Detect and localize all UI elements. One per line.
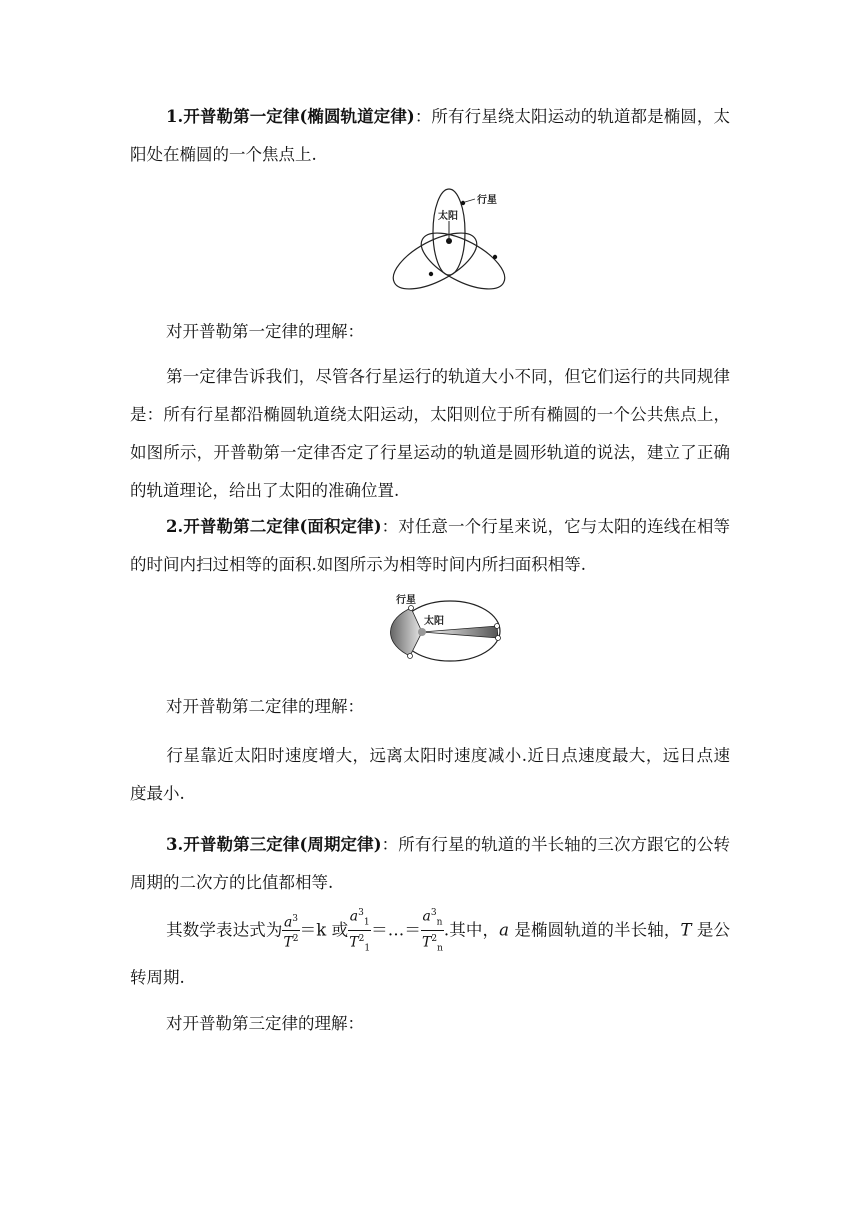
- law1-paragraph: [130, 98, 730, 174]
- fig2-planet-label: 行星: [396, 595, 416, 606]
- formula-suffix-1: .其中，: [443, 920, 500, 940]
- formula-suffix-2: 是椭圆轨道的半长轴，: [508, 920, 681, 940]
- law1-title: 1.开普勒第一定律(椭圆轨道定律): [166, 107, 415, 126]
- formula-suffix-3: 是公转周期.: [130, 920, 731, 987]
- law1-explain-text: 第一定律告诉我们，尽管各行星运行的轨道大小不同，但它们运行的共同规律是：所有行星都沿椭圆轨道绕太阳运动，太阳则位于所有椭圆的一个公共焦点上，如图所示，开普勒第一定律否定了行星运动的轨道是圆形轨道的说法，建立了正确的轨道理论，给出了太阳的准确位置.: [130, 367, 730, 500]
- fig1-planet-label: 行星: [477, 195, 497, 206]
- law2-paragraph: [130, 508, 730, 584]
- law1-heading: [130, 313, 730, 351]
- law3-heading: [130, 1005, 730, 1043]
- planet-dot: [461, 201, 465, 205]
- law3-text: ：所有行星的轨道的半长轴的三次方跟它的公转周期的二次方的比值都相等.: [130, 835, 730, 892]
- law2-heading-text: 对开普勒第二定律的理解：: [166, 697, 364, 716]
- law1-explain-paragraph: [130, 358, 730, 510]
- law1-text: ：所有行星绕太阳运动的轨道都是椭圆，太阳处在椭圆的一个焦点上.: [130, 107, 730, 164]
- fig1-sun-label: 太阳: [438, 211, 458, 222]
- law3-title: 3.开普勒第三定律(周期定律): [166, 835, 382, 854]
- formula-paragraph: [130, 905, 730, 999]
- formula-eq-k: ＝k 或: [299, 920, 349, 940]
- law2-explain-text: 行星靠近太阳时速度增大，远离太阳时速度减小.近日点速度最大，远日点速度最小.: [130, 746, 730, 803]
- planet-dot: [409, 606, 414, 611]
- second-law-figure: [390, 590, 510, 665]
- law2-title: 2.开普勒第二定律(面积定律): [166, 517, 382, 536]
- law1-heading-text: 对开普勒第一定律的理解：: [166, 322, 364, 341]
- sun-dot: [418, 628, 426, 636]
- fraction-a3-over-T2: $\frac{a^3}{T^2}$: [282, 911, 299, 951]
- law3-paragraph: [130, 826, 730, 902]
- formula-dots: ＝…＝: [371, 920, 422, 940]
- formula-var-T: T: [680, 920, 692, 940]
- law2-explain-paragraph: [130, 737, 730, 813]
- fraction-an-over-Tn: $\frac{a^3_n}{T^2_n}$: [421, 905, 444, 957]
- law2-heading: [130, 688, 730, 726]
- first-law-figure: [385, 185, 515, 290]
- formula-prefix: 其数学表达式为: [166, 920, 283, 940]
- formula-var-a: a: [499, 920, 509, 940]
- fraction-a1-over-T1: $\frac{a^3_1}{T^2_1}$: [348, 905, 371, 957]
- law2-text: ：对任意一个行星来说，它与太阳的连线在相等的时间内扫过相等的面积.如图所示为相等时间内所扫面积相等.: [130, 517, 730, 574]
- fig2-sun-label: 太阳: [424, 616, 444, 627]
- law3-heading-text: 对开普勒第三定律的理解：: [166, 1014, 364, 1033]
